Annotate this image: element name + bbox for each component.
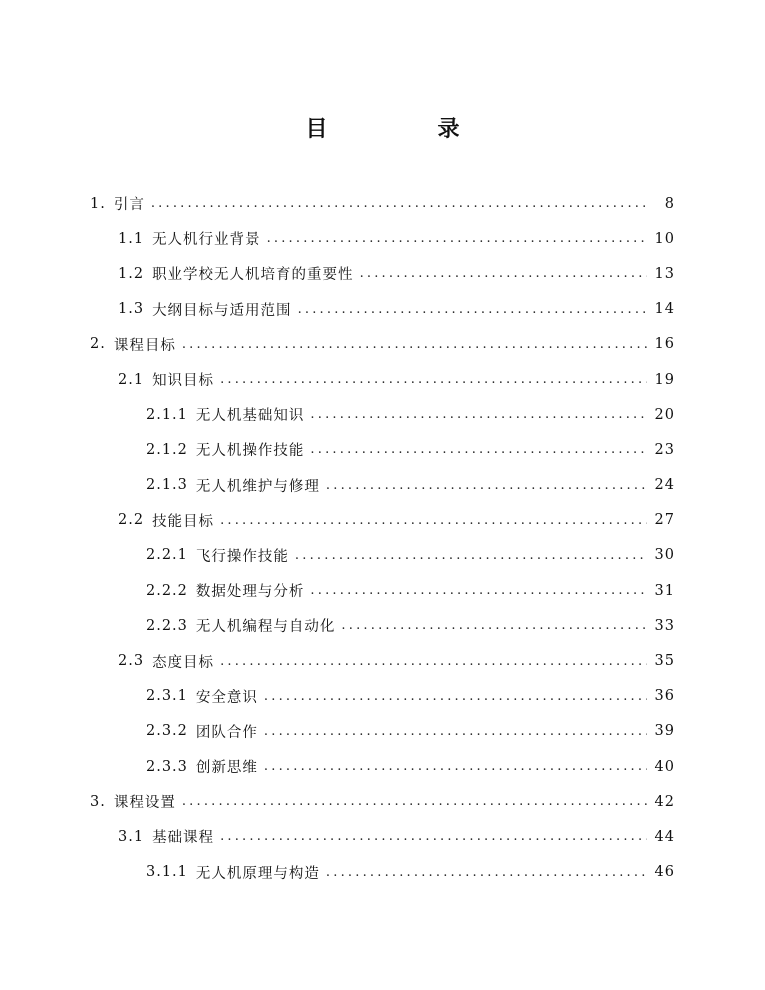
toc-entry-number: 2.3 bbox=[118, 653, 145, 670]
toc-entry-title: 技能目标 bbox=[152, 513, 215, 530]
toc-entry-title: 数据处理与分析 bbox=[195, 584, 305, 601]
dot-leader bbox=[151, 196, 649, 211]
toc-entry[interactable] bbox=[0, 538, 765, 573]
toc-entry-page: 44 bbox=[654, 828, 675, 845]
toc-entry[interactable] bbox=[0, 503, 765, 538]
toc-entry[interactable] bbox=[0, 432, 765, 467]
toc-entry-page: 35 bbox=[654, 653, 675, 670]
toc-entry-title: 无人机编程与自动化 bbox=[195, 619, 336, 636]
toc-entry-title: 安全意识 bbox=[195, 689, 258, 706]
toc-entry-page: 36 bbox=[654, 688, 675, 705]
toc-entry-page: 19 bbox=[654, 371, 675, 388]
toc-entry-title: 知识目标 bbox=[152, 373, 215, 390]
toc-entry-title: 课程目标 bbox=[113, 337, 176, 354]
toc-entry[interactable] bbox=[0, 749, 765, 784]
toc-entry-title: 引言 bbox=[113, 197, 145, 214]
dot-leader bbox=[360, 266, 647, 281]
toc-entry-number: 2.3.2 bbox=[146, 723, 188, 740]
toc-entry-number: 3.1 bbox=[118, 828, 145, 845]
dot-leader bbox=[326, 865, 647, 880]
toc-entry[interactable] bbox=[0, 643, 765, 678]
toc-entry[interactable] bbox=[0, 327, 765, 362]
toc-entry[interactable] bbox=[0, 468, 765, 503]
toc-entry-title: 职业学校无人机培育的重要性 bbox=[152, 267, 354, 284]
dot-leader bbox=[310, 583, 646, 598]
toc-entry-number: 2.2.1 bbox=[146, 547, 188, 564]
toc-entry[interactable] bbox=[0, 608, 765, 643]
toc-entry[interactable] bbox=[0, 221, 765, 256]
toc-entry[interactable] bbox=[0, 714, 765, 749]
toc-entry-page: 39 bbox=[654, 723, 675, 740]
toc-entry-number: 2.1 bbox=[118, 371, 145, 388]
toc-entry-page: 14 bbox=[654, 301, 675, 318]
dot-leader bbox=[264, 689, 647, 704]
dot-leader bbox=[326, 478, 647, 493]
toc-entry-page: 13 bbox=[654, 265, 675, 282]
toc-entry-title: 团队合作 bbox=[195, 724, 258, 741]
toc-entry-number: 2. bbox=[90, 336, 106, 353]
toc-entry-title: 态度目标 bbox=[152, 654, 215, 671]
toc-entry-number: 2.2 bbox=[118, 512, 145, 529]
toc-entry-title: 无人机行业背景 bbox=[152, 232, 261, 249]
toc-entry-page: 24 bbox=[654, 477, 675, 494]
toc-entry-page: 20 bbox=[654, 406, 675, 423]
toc-entry-title: 无人机原理与构造 bbox=[195, 865, 320, 882]
toc-entry[interactable] bbox=[0, 256, 765, 291]
toc-entry-page: 10 bbox=[654, 230, 675, 247]
toc-entry-title: 无人机维护与修理 bbox=[195, 478, 320, 495]
dot-leader bbox=[264, 724, 647, 739]
dot-leader bbox=[220, 654, 646, 669]
toc-entry-title: 飞行操作技能 bbox=[195, 548, 289, 565]
dot-leader bbox=[220, 513, 646, 528]
toc-entry-page: 8 bbox=[664, 195, 675, 212]
toc-entry-page: 31 bbox=[654, 582, 675, 599]
toc-entry-title: 创新思维 bbox=[195, 760, 258, 777]
toc-entry-number: 2.2.3 bbox=[146, 617, 188, 634]
toc-entry-page: 27 bbox=[654, 512, 675, 529]
toc-entry[interactable] bbox=[0, 186, 765, 221]
toc-entry-number: 1.3 bbox=[118, 301, 145, 318]
table-of-contents bbox=[0, 186, 765, 890]
toc-entry-number: 2.3.1 bbox=[146, 688, 188, 705]
dot-leader bbox=[295, 548, 647, 563]
toc-entry-number: 3.1.1 bbox=[146, 864, 188, 881]
toc-entry-page: 42 bbox=[654, 793, 675, 810]
dot-leader bbox=[267, 231, 647, 246]
toc-entry[interactable] bbox=[0, 292, 765, 327]
toc-entry[interactable] bbox=[0, 573, 765, 608]
dot-leader bbox=[310, 442, 646, 457]
toc-entry-title: 大纲目标与适用范围 bbox=[152, 302, 292, 319]
toc-entry[interactable] bbox=[0, 819, 765, 854]
toc-entry-number: 1. bbox=[90, 195, 106, 212]
dot-leader bbox=[310, 407, 646, 422]
dot-leader bbox=[298, 302, 647, 317]
toc-entry[interactable] bbox=[0, 784, 765, 819]
toc-entry-title: 无人机基础知识 bbox=[195, 408, 305, 425]
dot-leader bbox=[220, 829, 646, 844]
toc-entry-page: 33 bbox=[654, 617, 675, 634]
dot-leader bbox=[182, 794, 647, 809]
toc-entry[interactable] bbox=[0, 397, 765, 432]
toc-entry-page: 16 bbox=[654, 336, 675, 353]
toc-entry-title: 课程设置 bbox=[113, 795, 176, 812]
toc-entry-title: 基础课程 bbox=[152, 830, 215, 847]
toc-entry-number: 2.3.3 bbox=[146, 758, 188, 775]
page-title: 目 录 bbox=[305, 117, 504, 142]
dot-leader bbox=[182, 337, 647, 352]
toc-entry-page: 23 bbox=[654, 441, 675, 458]
toc-entry-number: 2.1.3 bbox=[146, 477, 188, 494]
toc-entry-number: 2.2.2 bbox=[146, 582, 188, 599]
toc-entry-number: 1.1 bbox=[118, 230, 145, 247]
toc-entry-number: 2.1.1 bbox=[146, 406, 188, 423]
toc-entry[interactable] bbox=[0, 679, 765, 714]
toc-entry-title: 无人机操作技能 bbox=[195, 443, 305, 460]
toc-entry-page: 40 bbox=[654, 758, 675, 775]
toc-entry[interactable] bbox=[0, 362, 765, 397]
dot-leader bbox=[264, 759, 647, 774]
toc-entry-page: 30 bbox=[654, 547, 675, 564]
toc-entry-number: 3. bbox=[90, 793, 106, 810]
toc-entry[interactable] bbox=[0, 855, 765, 890]
toc-entry-number: 1.2 bbox=[118, 265, 145, 282]
dot-leader bbox=[220, 372, 646, 387]
toc-entry-page: 46 bbox=[654, 864, 675, 881]
dot-leader bbox=[341, 618, 646, 633]
toc-entry-number: 2.1.2 bbox=[146, 441, 188, 458]
